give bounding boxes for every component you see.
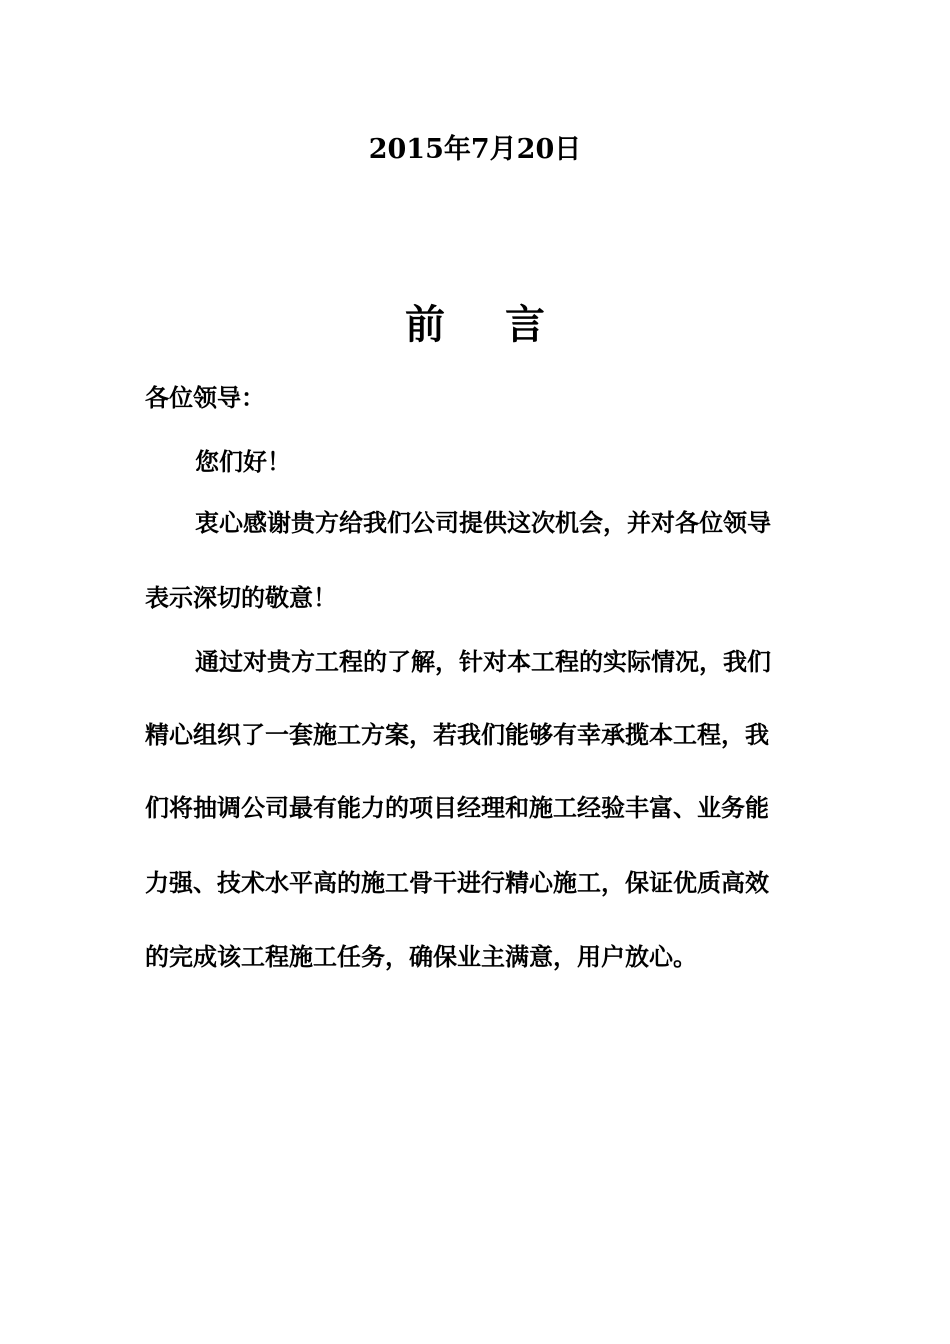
paragraph-line: 精心组织了一套施工方案，若我们能够有幸承揽本工程，我: [145, 720, 769, 749]
paragraph-line: 的完成该工程施工任务，确保业主满意，用户放心。: [145, 942, 697, 971]
salutation: 各位领导：: [145, 383, 265, 412]
document-date: 2015年7月20日: [368, 134, 582, 165]
greeting: 您们好！: [195, 447, 291, 476]
paragraph-line: 力强、技术水平高的施工骨干进行精心施工，保证优质高效: [145, 868, 769, 897]
paragraph-line: 衷心感谢贵方给我们公司提供这次机会，并对各位领导: [195, 508, 771, 537]
preface-title: 前言: [405, 301, 605, 348]
paragraph-line: 们将抽调公司最有能力的项目经理和施工经验丰富、业务能: [145, 793, 769, 822]
paragraph-line: 表示深切的敬意！: [145, 583, 337, 612]
paragraph-line: 通过对贵方工程的了解，针对本工程的实际情况，我们: [195, 647, 771, 676]
